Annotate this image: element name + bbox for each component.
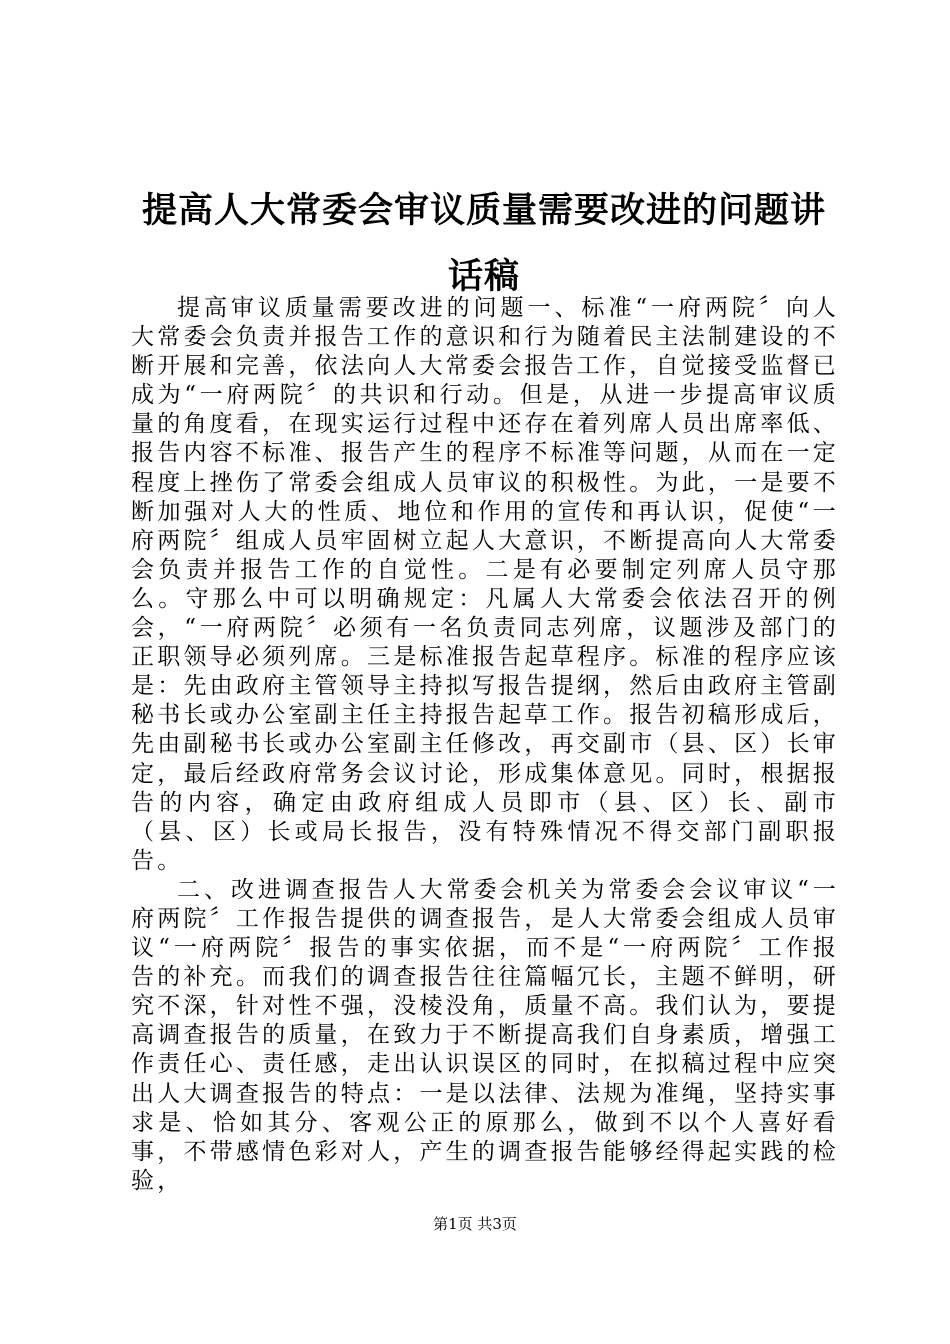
document-body <box>131 294 839 1196</box>
paragraph-2: 二、改进调查报告人大常委会机关为常委会会议审议“一府两院〞工作报告提供的调查报告，是人大常委会组成人员审议“一府两院〞报告的事实依据，而不是“一府两院〞工作报告的补充。而我们的调查报告往往篇幅冗长，主题不鲜明，研究不深，针对性不强，没棱没角，质量不高。我们认为，要提高调查报告的质量，在致力于不断提高我们自身素质，增强工作责任心、责任感，走出认识误区的同时，在拟稿过程中应突出人大调查报告的特点：一是以法律、法规为准绳，坚持实事求是、恰如其分、客观公正的原那么，做到不以个人喜好看事，不带感情色彩对人，产生的调查报告能够经得起实践的检验， <box>131 876 839 1194</box>
page-number-footer: 第1页 共3页 <box>433 1215 517 1233</box>
document-title: 提高人大常委会审议质量需要改进的问题讲话稿 <box>141 190 826 297</box>
paragraph-1: 提高审议质量需要改进的问题一、标准“一府两院〞向人大常委会负责并报告工作的意识和行为随着民主法制建设的不断开展和完善，依法向人大常委会报告工作，自觉接受监督已成为“一府两院〞的共识和行动。但是，从进一步提高审议质量的角度看，在现实运行过程中还存在着列席人员出席率低、报告内容不标准、报告产生的程序不标准等问题，从而在一定程度上挫伤了常委会组成人员审议的积极性。为此，一是要不断加强对人大的性质、地位和作用的宣传和再认识，促使“一府两院〞组成人员牢固树立起人大意识，不断提高向人大常委会负责并报告工作的自觉性。二是有必要制定列席人员守那么。守那么中可以明确规定：凡属人大常委会依法召开的例会，“一府两院〞必须有一名负责同志列席，议题涉及部门的正职领导必须列席。三是标准报告起草程序。标准的程序应该是：先由政府主管领导主持拟写报告提纲，然后由政府主管副秘书长或办公室副主任主持报告起草工作。报告初稿形成后，先由副秘书长或办公室副主任修改，再交副市（县、区）长审定，最后经政府常务会议讨论，形成集体意见。同时，根据报告的内容，确定由政府组成人员即市（县、区）长、副市（县、区）长或局长报告，没有特殊情况不得交部门副职报告。 <box>131 295 839 874</box>
